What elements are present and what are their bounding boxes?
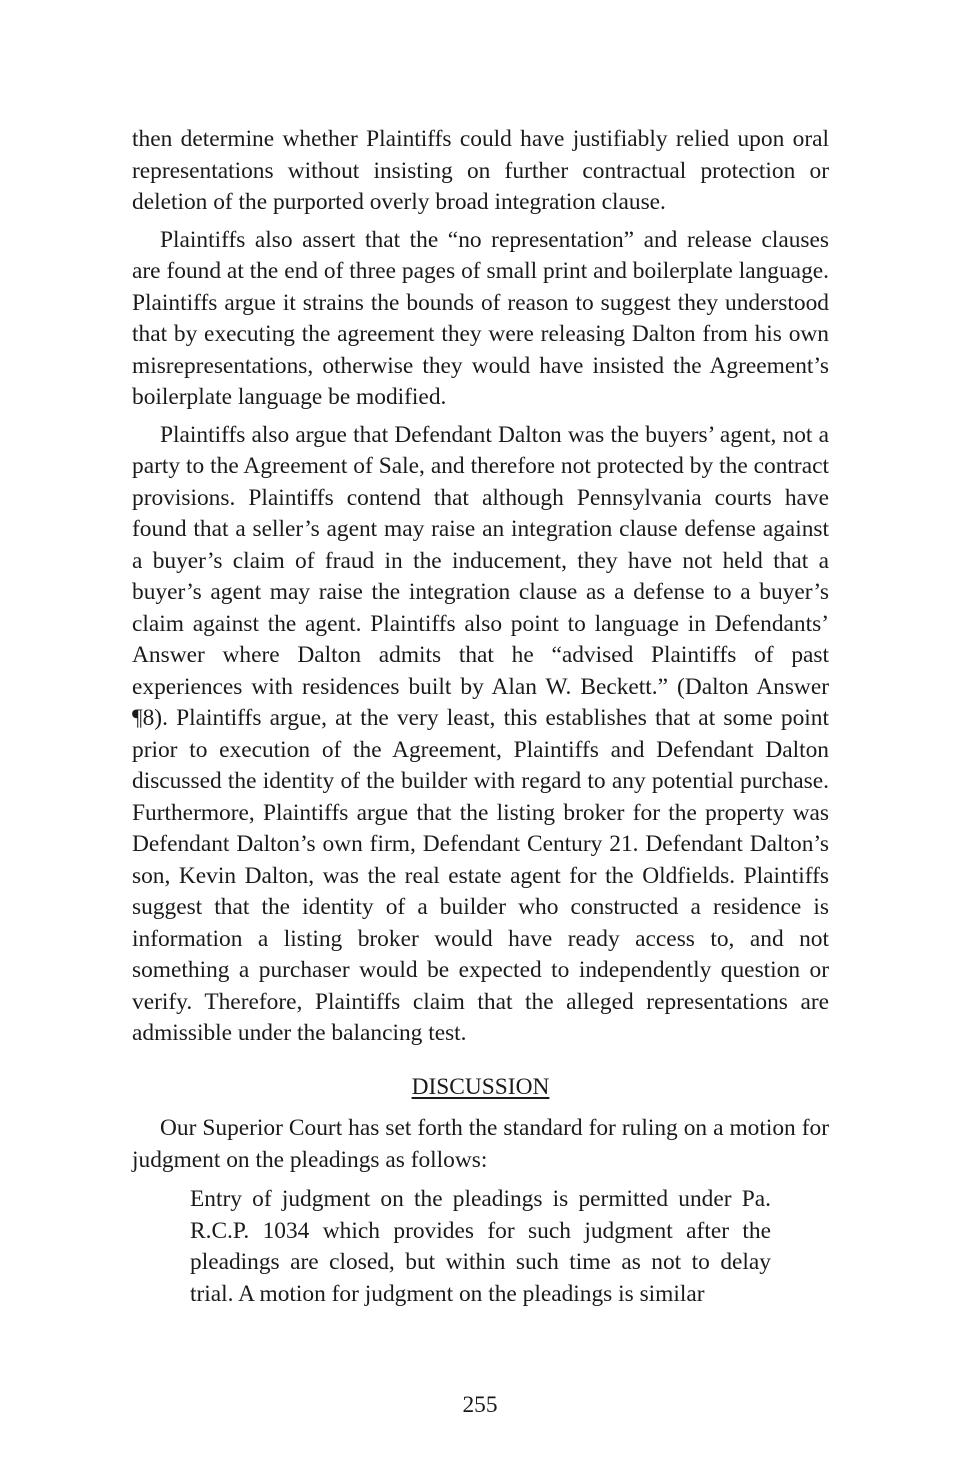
page-number: 255 (462, 1392, 498, 1418)
document-body (132, 124, 829, 1310)
paragraph-continuation: then determine whether Plaintiffs could have justifiably relied upon oral representations without insisting on further contractual protection or deletion of the purported overly broad integration clause. (132, 126, 829, 215)
paragraph-discussion-intro: Our Superior Court has set forth the standard for ruling on a motion for judgment on the pleadings as follows: (132, 1115, 829, 1173)
paragraph-buyers-agent: Plaintiffs also argue that Defendant Dalton was the buyers’ agent, not a party to the Agreement of Sale, and therefore not protected by the contract provisions. Plaintiffs contend that although Pennsylvania courts have found that a seller’s agent may raise an integration clause defense against a buyer’s claim of fraud in the inducement, they have not held that a buyer’s agent may raise the integration clause as a defense to a buyer’s claim against the agent. Plaintiffs also point to language in Defendants’ Answer where Dalton admits that he “advised Plaintiffs of past experiences with residences built by Alan W. Beckett.” (Dalton Answer ¶8). Plaintiffs argue, at the very least, this establishes that at some point prior to execution of the Agreement, Plaintiffs and Defendant Dalton discussed the identity of the builder with regard to any potential purchase. Furthermore, Plaintiffs argue that the listing broker for the property was Defendant Dalton’s own firm, Defendant Century 21. Defendant Dalton’s son, Kevin Dalton, was the real estate agent for the Oldfields. Plaintiffs suggest that the identity of a builder who constructed a residence is information a listing broker would have ready access to, and not something a purchaser would be expected to independently question or verify. Therefore, Plaintiffs claim that the alleged representations are admissible under the balancing test. (132, 421, 829, 1046)
block-quote: Entry of judgment on the pleadings is permitted under Pa. R.C.P. 1034 which provides for such judgment after the pleadings are closed, but within such time as not to delay trial. A motion for judgment on the pleadings is similar (190, 1186, 771, 1307)
section-heading-discussion: DISCUSSION (411, 1073, 550, 1100)
paragraph-release-clauses: Plaintiffs also assert that the “no representation” and release clauses are found at the end of three pages of small print and boilerplate language. Plaintiffs argue it strains the bounds of reason to suggest they understood that by executing the agreement they were releasing Dalton from his own misrepresentations, otherwise they would have insisted the Agreement’s boilerplate language be modified. (132, 226, 829, 410)
